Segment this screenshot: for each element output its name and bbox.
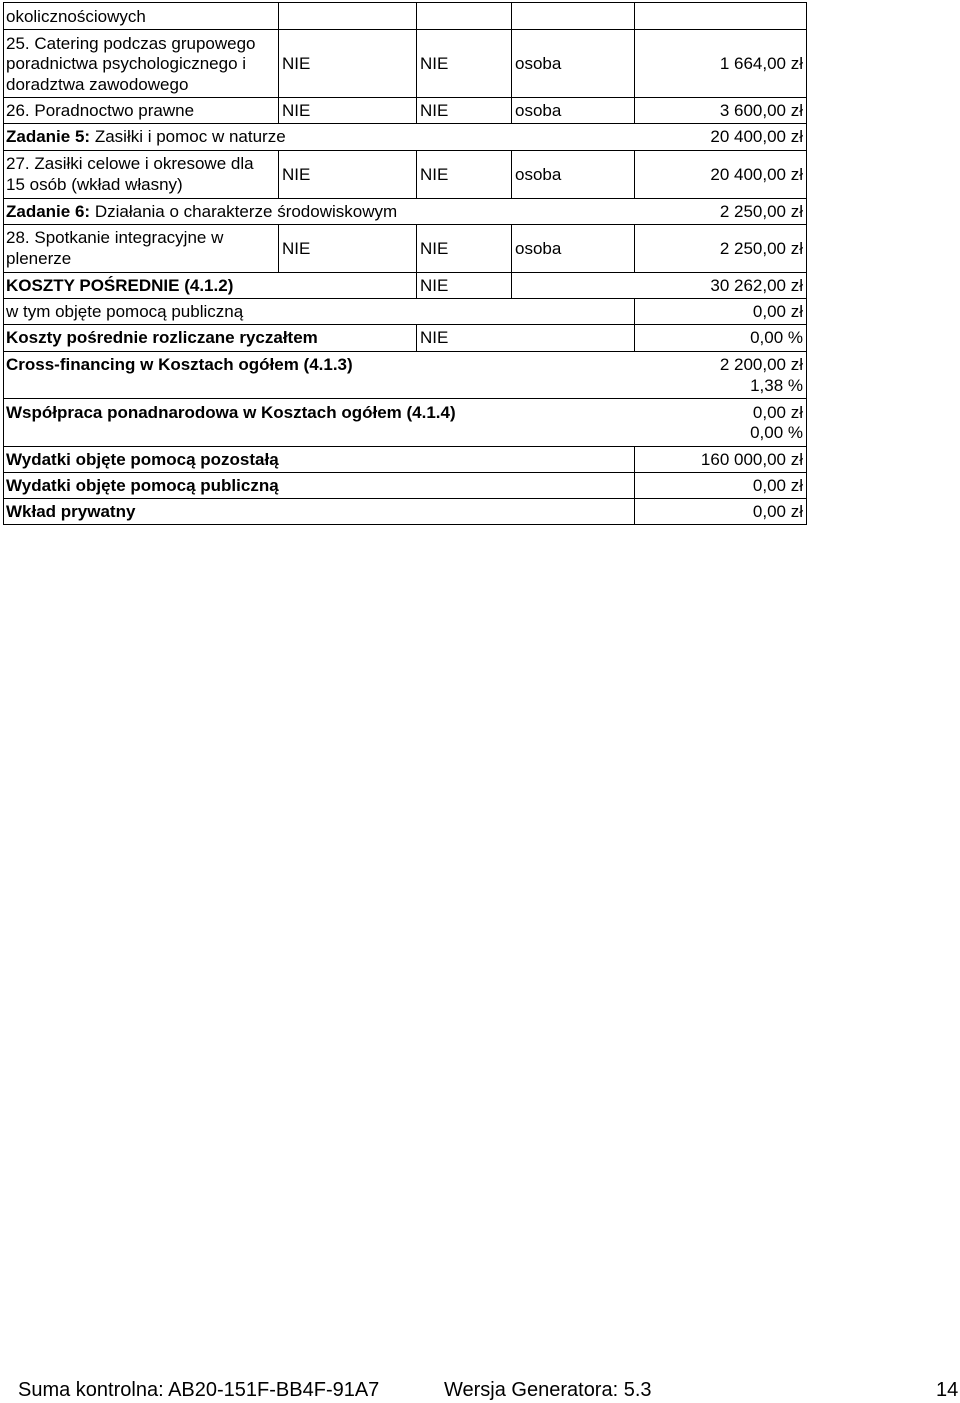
amount-value: 30 262,00 zł bbox=[710, 276, 803, 295]
rule bbox=[511, 2, 512, 29]
rule bbox=[3, 272, 807, 273]
unit-value: osoba bbox=[515, 101, 562, 120]
col-a-value: NIE bbox=[282, 101, 311, 120]
amount-value: 0,00 % bbox=[750, 328, 803, 347]
task-heading bbox=[6, 127, 286, 147]
rule bbox=[511, 224, 512, 272]
rule bbox=[3, 150, 807, 151]
public-aid-label: w tym objęte pomocą publiczną bbox=[6, 302, 244, 321]
amount-value: 1 664,00 zł bbox=[719, 54, 803, 73]
page-number: 14 bbox=[936, 1379, 959, 1401]
rule bbox=[3, 29, 807, 30]
rule bbox=[3, 298, 807, 299]
rule bbox=[511, 150, 512, 198]
col-b-value: NIE bbox=[420, 276, 449, 295]
amount-value: 0,00 zł bbox=[752, 476, 803, 495]
rule bbox=[416, 324, 417, 351]
amount-value: 20 400,00 zł bbox=[710, 127, 803, 146]
generator-version: Wersja Generatora: 5.3 bbox=[444, 1379, 652, 1401]
amount-value: 0,00 zł bbox=[752, 403, 803, 422]
rule bbox=[634, 150, 635, 198]
col-a-value: NIE bbox=[282, 165, 311, 184]
col-a-value: NIE bbox=[282, 54, 311, 73]
row-label: poradnictwa psychologicznego i bbox=[6, 54, 247, 73]
rule bbox=[416, 150, 417, 198]
rule bbox=[278, 224, 279, 272]
col-b-value: NIE bbox=[420, 101, 449, 120]
amount-value: 0,00 zł bbox=[752, 502, 803, 521]
amount-value: 0,00 zł bbox=[752, 302, 803, 321]
rule bbox=[3, 472, 807, 473]
rule bbox=[3, 198, 807, 199]
task-heading bbox=[6, 202, 397, 222]
row-label: 26. Poradnoctwo prawne bbox=[6, 101, 195, 120]
rule bbox=[3, 2, 4, 525]
task-prefix: Zadanie 6: bbox=[6, 202, 91, 221]
task-label: Zasiłki i pomoc w naturze bbox=[94, 127, 286, 146]
row-label: 25. Catering podczas grupowego bbox=[6, 34, 256, 53]
public-aid-expenses-label: Wydatki objęte pomocą publiczną bbox=[6, 476, 279, 495]
col-b-value: NIE bbox=[420, 239, 449, 258]
rule bbox=[634, 324, 635, 351]
indirect-costs-label: KOSZTY POŚREDNIE (4.1.2) bbox=[6, 276, 234, 295]
rule bbox=[511, 272, 512, 298]
rule bbox=[634, 446, 635, 525]
percent-value: 1,38 % bbox=[750, 376, 803, 395]
unit-value: osoba bbox=[515, 165, 562, 184]
unit-value: osoba bbox=[515, 239, 562, 258]
rule bbox=[3, 351, 807, 352]
flat-rate-label: Koszty pośrednie rozliczane ryczałtem bbox=[6, 328, 318, 347]
row-label: doradztwa zawodowego bbox=[6, 75, 189, 94]
rule bbox=[634, 224, 635, 272]
amount-value: 160 000,00 zł bbox=[700, 450, 803, 469]
rule bbox=[278, 2, 279, 29]
col-a-value: NIE bbox=[282, 239, 311, 258]
col-b-value: NIE bbox=[420, 328, 449, 347]
rule bbox=[634, 29, 635, 123]
rule bbox=[634, 2, 635, 29]
rule bbox=[416, 224, 417, 272]
row-label: 27. Zasiłki celowe i okresowe dla bbox=[6, 154, 254, 173]
amount-value: 20 400,00 zł bbox=[710, 165, 803, 184]
row-label: plenerze bbox=[6, 249, 72, 268]
international-cooperation-label: Współpraca ponadnarodowa w Kosztach ogółem (4.1.4) bbox=[6, 403, 456, 422]
rule bbox=[3, 398, 807, 399]
rule bbox=[3, 2, 807, 3]
amount-value: 2 250,00 zł bbox=[719, 202, 803, 221]
cross-financing-label: Cross-financing w Kosztach ogółem (4.1.3) bbox=[6, 355, 353, 374]
rule bbox=[511, 29, 512, 123]
unit-value: osoba bbox=[515, 54, 562, 73]
task-label: Działania o charakterze środowiskowym bbox=[94, 202, 398, 221]
rule bbox=[3, 524, 807, 525]
rule bbox=[3, 324, 807, 325]
task-prefix: Zadanie 5: bbox=[6, 127, 91, 146]
rule bbox=[3, 446, 807, 447]
row-label: 28. Spotkanie integracyjne w bbox=[6, 228, 224, 247]
rule bbox=[3, 224, 807, 225]
rule bbox=[3, 123, 807, 124]
other-aid-label: Wydatki objęte pomocą pozostałą bbox=[6, 450, 279, 469]
rule bbox=[806, 2, 807, 525]
rule bbox=[634, 298, 635, 324]
amount-value: 2 200,00 zł bbox=[719, 355, 803, 374]
rule bbox=[3, 97, 807, 98]
rule bbox=[3, 498, 807, 499]
rule bbox=[416, 272, 417, 298]
rule bbox=[278, 29, 279, 123]
private-contribution-label: Wkład prywatny bbox=[6, 502, 136, 521]
rule bbox=[278, 150, 279, 198]
rule bbox=[416, 2, 417, 29]
rule bbox=[416, 29, 417, 123]
amount-value: 3 600,00 zł bbox=[719, 101, 803, 120]
col-b-value: NIE bbox=[420, 165, 449, 184]
row-label: okolicznościowych bbox=[6, 7, 146, 26]
col-b-value: NIE bbox=[420, 54, 449, 73]
row-label: 15 osób (wkład własny) bbox=[6, 175, 183, 194]
percent-value: 0,00 % bbox=[750, 423, 803, 442]
checksum: Suma kontrolna: AB20-151F-BB4F-91A7 bbox=[18, 1379, 380, 1401]
amount-value: 2 250,00 zł bbox=[719, 239, 803, 258]
